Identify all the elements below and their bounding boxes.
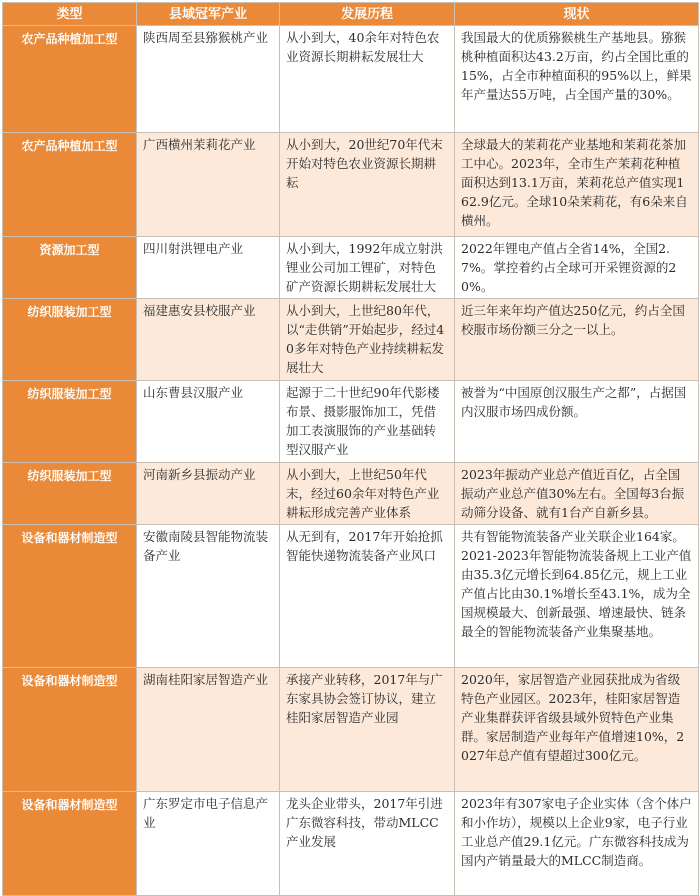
history-cell: 从小到大，20世纪70年代末开始对特色农业资源长期耕耘 [280, 133, 455, 237]
header-type: 类型 [3, 3, 137, 26]
type-cell: 纺织服装加工型 [3, 299, 137, 381]
industry-cell: 安徽南陵县智能物流装备产业 [137, 525, 280, 668]
header-row [3, 3, 699, 26]
type-cell: 设备和器材制造型 [3, 668, 137, 792]
status-cell: 被誉为“中国原创汉服生产之都”，占据国内汉服市场四成份额。 [455, 381, 699, 463]
industry-cell: 山东曹县汉服产业 [137, 381, 280, 463]
history-cell: 承接产业转移，2017年与广东家具协会签订协议，建立桂阳家居智造产业园 [280, 668, 455, 792]
industry-cell: 陕西周至县猕猴桃产业 [137, 26, 280, 133]
industry-cell: 福建惠安县校服产业 [137, 299, 280, 381]
header-industry: 县域冠军产业 [137, 3, 280, 26]
header-status: 现状 [455, 3, 699, 26]
type-cell: 资源加工型 [3, 237, 137, 299]
status-cell: 全球最大的茉莉花产业基地和茉莉花茶加工中心。2023年，全市生产茉莉花种植面积达到13.1万亩，茉莉花总产值实现162.9亿元。全球10朵茉莉花，有6朵来自横州。 [455, 133, 699, 237]
status-cell: 2020年，家居智造产业园获批成为省级特色产业园区。2023年，桂阳家居智造产业集群获评省级县域外贸特色产业集群。家居制造产业每年产值增速10%，2027年总产值有望超过300亿元。 [455, 668, 699, 792]
history-cell: 从小到大，1992年成立射洪锂业公司加工锂矿，对特色矿产资源长期耕耘发展壮大 [280, 237, 455, 299]
table-row [3, 668, 699, 792]
history-cell: 从小到大，上世纪80年代，以“走供销”开始起步，经过40多年对特色产业持续耕耘发展壮大 [280, 299, 455, 381]
status-cell: 共有智能物流装备产业关联企业164家。2021-2023年智能物流装备规上工业产值由35.3亿元增长到64.85亿元，规上工业产值占比由30.1%增长至43.1%，成为全国规模最大、创新最强、增速最快、链条最全的智能物流装备产业集聚基地。 [455, 525, 699, 668]
status-cell: 2023年有307家电子企业实体（含个体户和小作坊），规模以上企业9家，电子行业工业总产值29.1亿元。广东微容科技成为国内产销量最大的MLCC制造商。 [455, 792, 699, 896]
history-cell: 从小到大，40余年对特色农业资源长期耕耘发展壮大 [280, 26, 455, 133]
industry-cell: 河南新乡县振动产业 [137, 463, 280, 525]
status-cell: 近三年来年均产值达250亿元，约占全国校服市场份额三分之一以上。 [455, 299, 699, 381]
type-cell: 纺织服装加工型 [3, 463, 137, 525]
table-row [3, 26, 699, 133]
table-row [3, 133, 699, 237]
type-cell: 农产品种植加工型 [3, 26, 137, 133]
table-row [3, 525, 699, 668]
type-cell: 设备和器材制造型 [3, 525, 137, 668]
table-row [3, 792, 699, 896]
history-cell: 从小到大，上世纪50年代末，经过60余年对特色产业耕耘形成完善产业体系 [280, 463, 455, 525]
history-cell: 龙头企业带头，2017年引进广东微容科技，带动MLCC产业发展 [280, 792, 455, 896]
history-cell: 从无到有，2017年开始抢抓智能快递物流装备产业风口 [280, 525, 455, 668]
type-cell: 设备和器材制造型 [3, 792, 137, 896]
table-row [3, 237, 699, 299]
header-history: 发展历程 [280, 3, 455, 26]
status-cell: 2022年锂电产值占全省14%，全国2.7%。掌控着约占全球可开采锂资源的20%。 [455, 237, 699, 299]
status-cell: 我国最大的优质猕猴桃生产基地县。猕猴桃种植面积达43.2万亩，约占全国比重的15%，占全市种植面积的95%以上，鲜果年产量达55万吨，占全国产量的30%。 [455, 26, 699, 133]
type-cell: 农产品种植加工型 [3, 133, 137, 237]
history-cell: 起源于二十世纪90年代影楼布景、摄影服饰加工，凭借加工表演服饰的产业基础转型汉服产业 [280, 381, 455, 463]
status-cell: 2023年振动产业总产值近百亿，占全国振动产业总产值30%左右。全国每3台振动筛分设备、就有1台产自新乡县。 [455, 463, 699, 525]
table-row [3, 381, 699, 463]
industry-cell: 四川射洪锂电产业 [137, 237, 280, 299]
industry-cell: 广东罗定市电子信息产业 [137, 792, 280, 896]
table-row [3, 463, 699, 525]
industry-cell: 湖南桂阳家居智造产业 [137, 668, 280, 792]
industry-table [2, 2, 699, 896]
industry-cell: 广西横州茉莉花产业 [137, 133, 280, 237]
table-row [3, 299, 699, 381]
type-cell: 纺织服装加工型 [3, 381, 137, 463]
